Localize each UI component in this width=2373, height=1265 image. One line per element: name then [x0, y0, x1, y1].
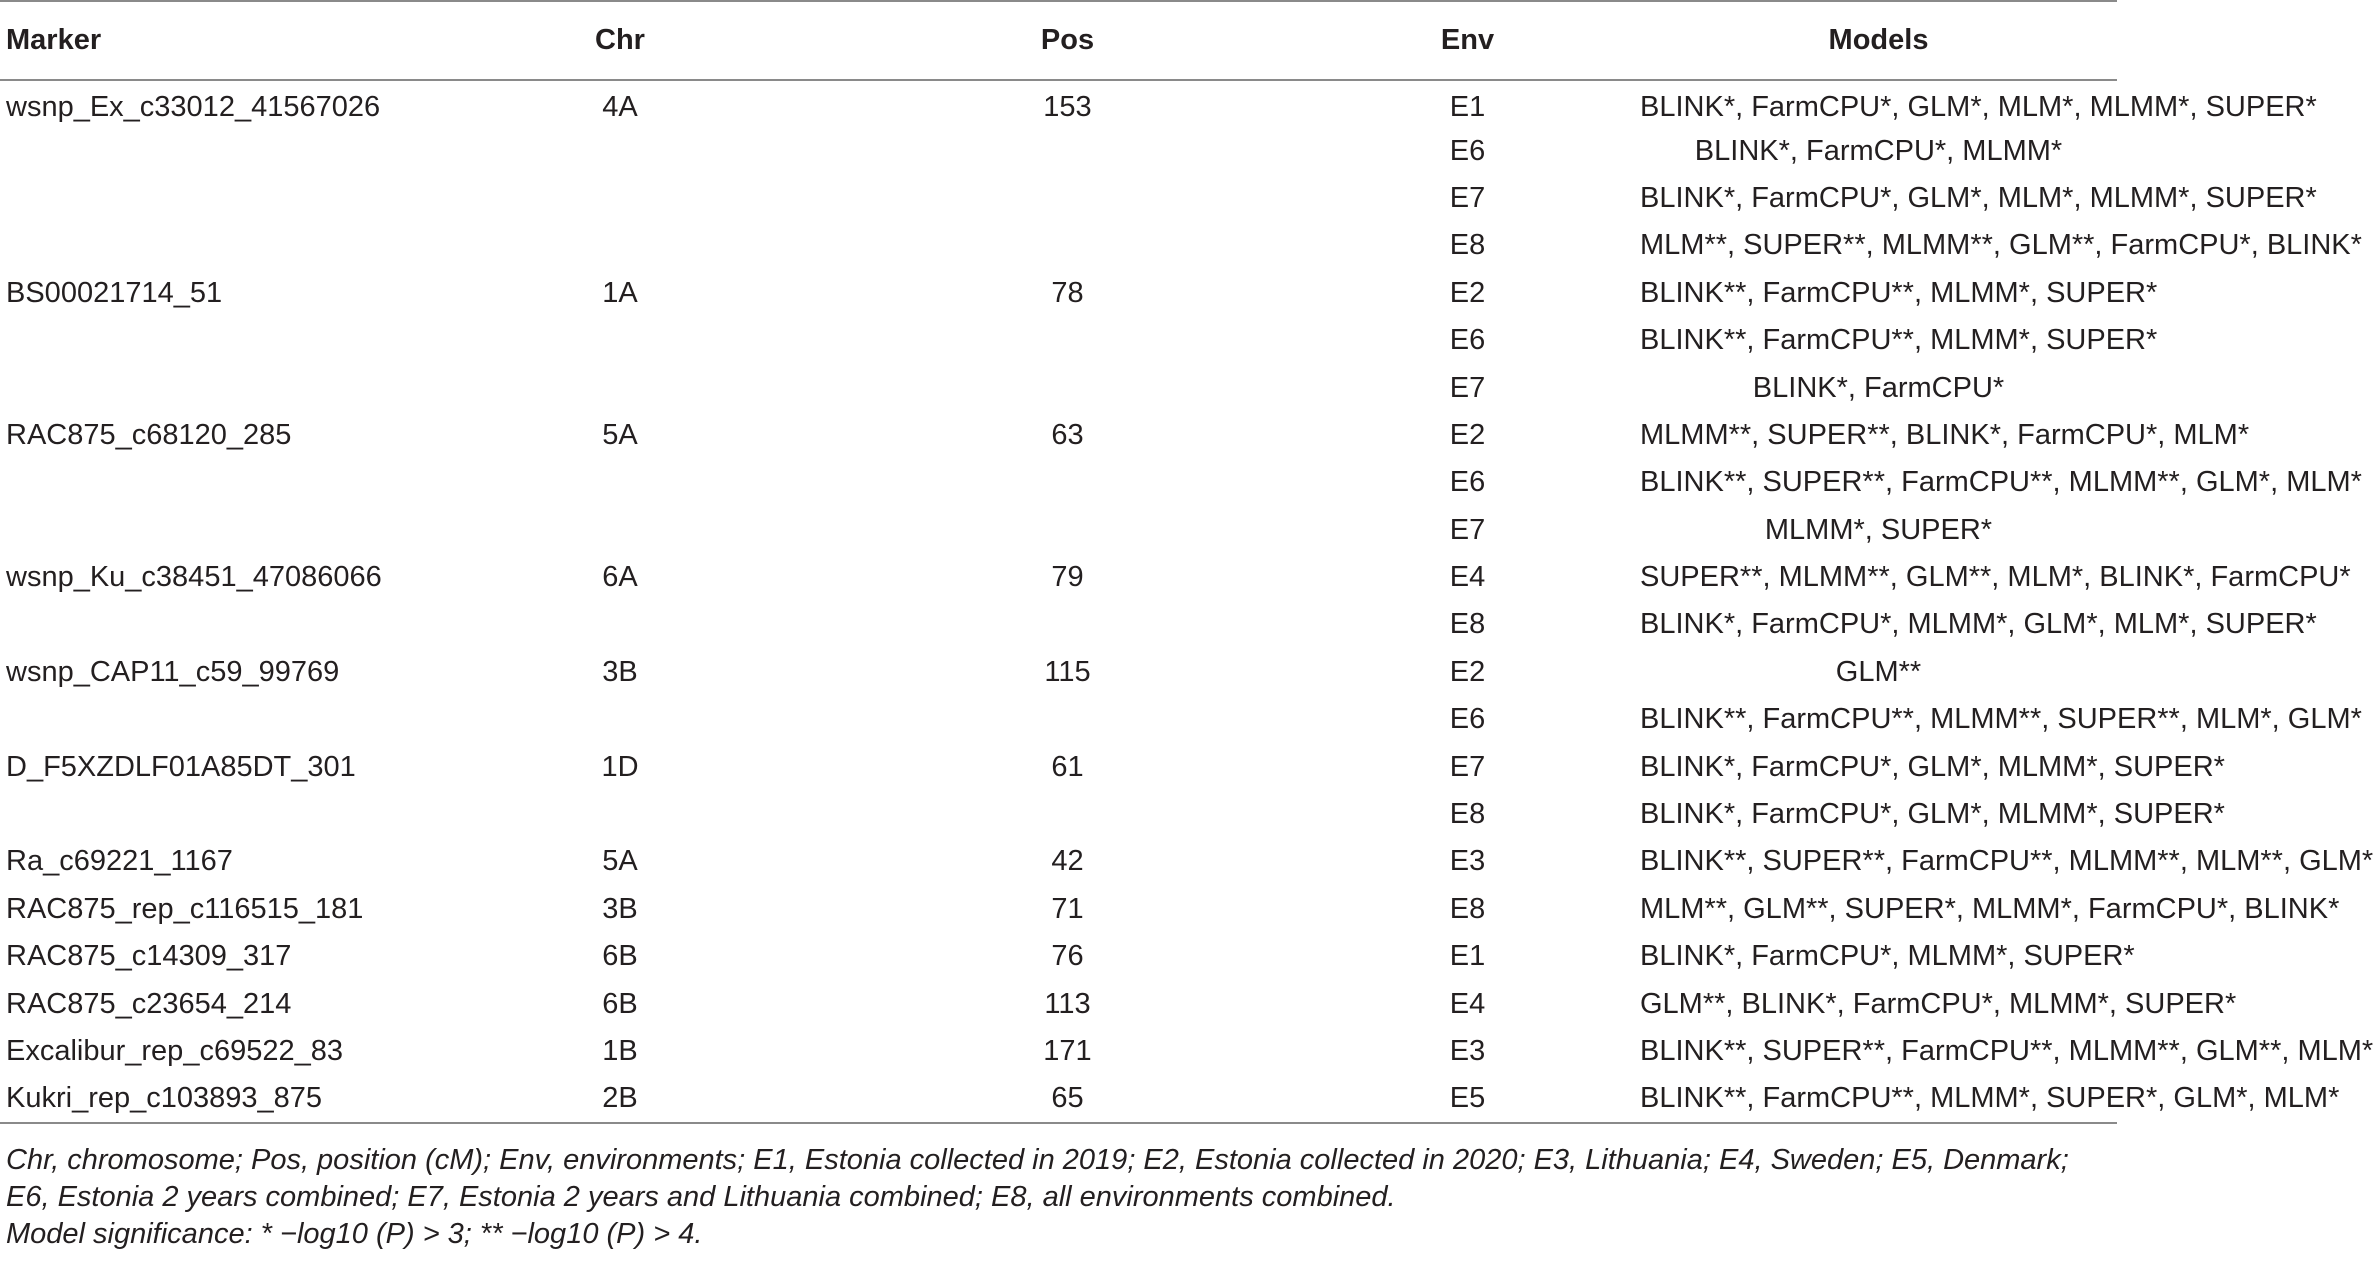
cell-pos — [840, 222, 1295, 269]
table-row — [0, 270, 2117, 317]
cell-marker — [0, 175, 400, 222]
cell-chr — [400, 175, 840, 222]
cell-marker: RAC875_c23654_214 — [6, 987, 292, 1020]
table-row — [0, 222, 2117, 269]
cell-marker: RAC875_c14309_317 — [6, 940, 292, 973]
cell-chr: 4A — [602, 90, 638, 123]
cell-pos: 42 — [1051, 845, 1084, 878]
cell-models: MLM**, SUPER**, MLMM**, GLM**, FarmCPU*, BLINK* — [1640, 229, 2362, 262]
cell-chr — [400, 601, 840, 648]
table-row — [0, 127, 2117, 174]
header-marker: Marker — [0, 1, 400, 80]
cell-marker: wsnp_Ku_c38451_47086066 — [6, 561, 382, 594]
cell-chr — [400, 459, 840, 506]
cell-chr — [400, 364, 840, 411]
cell-env: E6 — [1449, 466, 1486, 499]
cell-models: BLINK*, FarmCPU*, GLM*, MLM*, MLMM*, SUPER* — [1640, 181, 2317, 214]
cell-marker: RAC875_rep_c116515_181 — [6, 892, 364, 925]
cell-pos — [840, 364, 1295, 411]
table-row — [0, 554, 2117, 601]
cell-models: BLINK**, SUPER**, FarmCPU**, MLMM**, GLM*, MLM* — [1640, 466, 2362, 499]
cell-models: BLINK*, FarmCPU*, MLMM*, GLM*, MLM*, SUPER* — [1640, 608, 2317, 641]
cell-marker — [0, 222, 400, 269]
cell-marker: wsnp_CAP11_c59_99769 — [6, 655, 340, 688]
cell-env: E5 — [1295, 1075, 1640, 1122]
table-row — [0, 791, 2117, 838]
cell-pos — [840, 791, 1295, 838]
cell-models: BLINK**, SUPER**, FarmCPU**, MLMM**, GLM**, MLM* — [1640, 1035, 2373, 1067]
table-row — [0, 933, 2117, 980]
cell-pos: 171 — [1043, 1035, 1092, 1067]
cell-pos: 76 — [1051, 940, 1084, 973]
cell-models: BLINK**, SUPER**, FarmCPU**, MLMM**, MLM**, GLM* — [1640, 845, 2373, 878]
cell-env: E8 — [1449, 229, 1486, 262]
cell-pos — [840, 127, 1295, 174]
cell-models: BLINK*, FarmCPU* — [1752, 371, 2005, 404]
cell-env: E7 — [1449, 371, 1486, 404]
cell-env: E7 — [1449, 750, 1486, 783]
cell-chr: 1B — [602, 1035, 638, 1067]
table-row — [0, 743, 2117, 790]
cell-chr — [400, 222, 840, 269]
cell-models: GLM** — [1835, 655, 1922, 688]
cell-chr: 2B — [400, 1075, 840, 1122]
cell-env: E3 — [1449, 845, 1486, 878]
table-row — [0, 80, 2117, 127]
cell-pos: 61 — [1051, 750, 1084, 783]
table-row — [0, 886, 2117, 933]
cell-chr — [400, 696, 840, 743]
cell-env: E6 — [1449, 324, 1486, 357]
cell-pos — [840, 507, 1295, 554]
table-header-row — [0, 1, 2117, 80]
cell-pos: 78 — [1051, 276, 1084, 309]
cell-chr: 6B — [602, 940, 638, 973]
table-row — [0, 980, 2117, 1027]
cell-models: BLINK**, FarmCPU**, MLMM*, SUPER*, GLM*, MLM* — [1640, 1075, 2117, 1122]
cell-pos: 65 — [840, 1075, 1295, 1122]
header-pos: Pos — [840, 1, 1295, 80]
cell-marker: wsnp_Ex_c33012_41567026 — [6, 90, 381, 123]
cell-pos — [840, 317, 1295, 364]
cell-chr: 5A — [602, 418, 638, 451]
cell-env: E3 — [1449, 1035, 1486, 1067]
cell-marker — [0, 507, 400, 554]
table-row — [0, 1075, 2117, 1122]
cell-pos: 113 — [1044, 987, 1091, 1020]
table-row — [0, 317, 2117, 364]
cell-env: E2 — [1449, 276, 1486, 309]
cell-env: E2 — [1449, 655, 1486, 688]
cell-env: E4 — [1449, 987, 1486, 1020]
cell-env: E6 — [1449, 703, 1486, 736]
table-row — [0, 175, 2117, 222]
cell-chr: 5A — [602, 845, 638, 878]
cell-chr: 6A — [602, 561, 638, 594]
cell-models: BLINK*, FarmCPU*, MLMM*, SUPER* — [1640, 940, 2135, 973]
table-row — [0, 364, 2117, 411]
cell-pos: 63 — [1051, 418, 1084, 451]
cell-chr: 1D — [601, 750, 639, 783]
table-row — [0, 412, 2117, 459]
cell-env: E1 — [1449, 940, 1486, 973]
table-row — [0, 1028, 2117, 1075]
header-chr: Chr — [400, 1, 840, 80]
cell-models: SUPER**, MLMM**, GLM**, MLM*, BLINK*, FarmCPU* — [1640, 561, 2351, 594]
cell-env: E7 — [1449, 513, 1486, 546]
cell-chr — [400, 791, 840, 838]
cell-models: BLINK*, FarmCPU*, GLM*, MLM*, MLMM*, SUPER* — [1640, 90, 2317, 123]
cell-models: BLINK*, FarmCPU*, GLM*, MLMM*, SUPER* — [1640, 750, 2225, 783]
cell-pos: 79 — [1051, 561, 1084, 594]
cell-marker — [0, 696, 400, 743]
cell-env: E1 — [1449, 90, 1486, 123]
cell-chr — [400, 507, 840, 554]
cell-marker: Ra_c69221_1167 — [6, 845, 233, 878]
table-row — [0, 649, 2117, 696]
cell-models: MLMM*, SUPER* — [1764, 513, 1993, 546]
cell-chr: 1A — [602, 276, 638, 309]
cell-env: E8 — [1449, 892, 1486, 925]
table-row — [0, 838, 2117, 885]
footnote-abbreviations: Chr, chromosome; Pos, position (cM); Env, environments; E1, Estonia collected in 2019; E2, Estonia collected in 2020; E3, Lithuania; E4, Sweden; E5, Denmark; E6, Estonia 2 years combined; E7, Estonia 2 years and Lithuania combined; E8, all environments combined. — [6, 1144, 2069, 1213]
cell-pos: 115 — [1044, 655, 1091, 688]
cell-env: E4 — [1449, 561, 1486, 594]
table-footnotes — [6, 1142, 2106, 1253]
cell-marker: D_F5XZDLF01A85DT_301 — [6, 750, 356, 783]
cell-models: BLINK**, FarmCPU**, MLMM*, SUPER* — [1640, 276, 2158, 309]
cell-models: BLINK**, FarmCPU**, MLMM**, SUPER**, MLM*, GLM* — [1640, 703, 2362, 736]
cell-marker — [0, 317, 400, 364]
table-row — [0, 696, 2117, 743]
cell-pos: 153 — [1043, 90, 1092, 123]
cell-marker — [0, 459, 400, 506]
cell-models: MLM**, GLM**, SUPER*, MLMM*, FarmCPU*, BLINK* — [1640, 892, 2340, 925]
cell-env: E8 — [1449, 798, 1486, 831]
table-row — [0, 459, 2117, 506]
cell-chr — [400, 317, 840, 364]
cell-models: BLINK**, FarmCPU**, MLMM*, SUPER* — [1640, 324, 2158, 357]
cell-models: BLINK*, FarmCPU*, GLM*, MLMM*, SUPER* — [1640, 798, 2225, 831]
header-models: Models — [1640, 1, 2117, 80]
cell-marker — [0, 364, 400, 411]
cell-env: E8 — [1449, 608, 1486, 641]
footnote-significance: Model significance: * −log10 (P) > 3; ** −log10 (P) > 4. — [6, 1218, 703, 1250]
header-env: Env — [1295, 1, 1640, 80]
cell-models: BLINK*, FarmCPU*, MLMM* — [1694, 134, 2063, 167]
table-row — [0, 507, 2117, 554]
table-body — [0, 80, 2373, 1123]
cell-models: GLM**, BLINK*, FarmCPU*, MLMM*, SUPER* — [1640, 987, 2237, 1020]
table-row — [0, 601, 2117, 648]
cell-marker — [0, 127, 400, 174]
cell-marker: Excalibur_rep_c69522_83 — [6, 1035, 343, 1067]
cell-marker: BS00021714_51 — [6, 276, 223, 309]
cell-chr — [400, 127, 840, 174]
cell-pos: 71 — [1051, 892, 1084, 925]
cell-pos — [840, 601, 1295, 648]
cell-env: E7 — [1449, 181, 1486, 214]
cell-marker — [0, 601, 400, 648]
cell-pos — [840, 175, 1295, 222]
cell-pos — [840, 696, 1295, 743]
cell-chr: 3B — [602, 655, 638, 688]
cell-pos — [840, 459, 1295, 506]
cell-marker: Kukri_rep_c103893_875 — [0, 1075, 400, 1122]
cell-chr: 6B — [602, 987, 638, 1020]
cell-marker — [0, 791, 400, 838]
cell-env: E6 — [1449, 134, 1486, 167]
cell-env: E2 — [1449, 418, 1486, 451]
cell-marker: RAC875_c68120_285 — [6, 418, 292, 451]
cell-chr: 3B — [602, 892, 638, 925]
cell-models: MLMM**, SUPER**, BLINK*, FarmCPU*, MLM* — [1640, 418, 2250, 451]
